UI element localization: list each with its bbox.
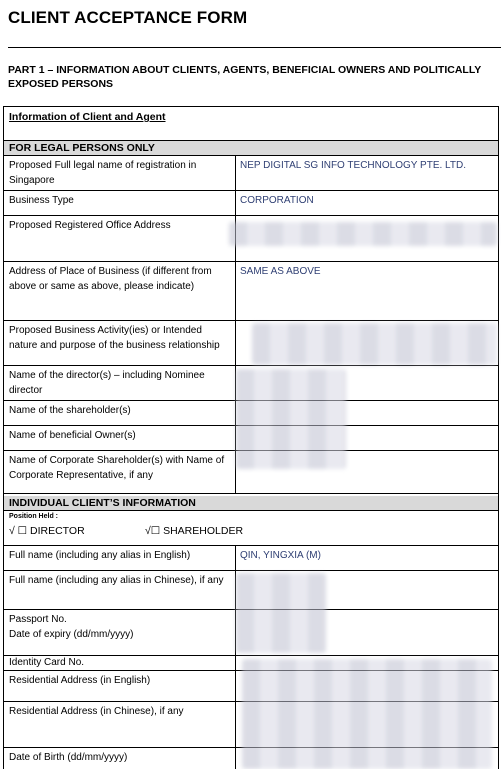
director-checkbox[interactable]: √ ☐ DIRECTOR [9, 525, 85, 537]
label-corporate-shareholder: Name of Corporate Shareholder(s) with Name of Corporate Representative, if any [9, 455, 225, 481]
redacted-office-address [229, 222, 497, 246]
client-form-table [3, 106, 499, 769]
label-passport-expiry: Date of expiry (dd/mm/yyyy) [9, 628, 134, 640]
info-heading-row [4, 107, 498, 141]
label-passport-no: Passport No. [9, 614, 67, 625]
info-heading: Information of Client and Agent [9, 111, 166, 123]
value-business-type[interactable]: CORPORATION [240, 195, 314, 206]
label-address-english: Residential Address (in English) [9, 675, 151, 686]
redacted-business-activity [252, 323, 497, 365]
part-1-heading: PART 1 – INFORMATION ABOUT CLIENTS, AGENTS, BENEFICIAL OWNERS AND POLITICALLY EXPOSED PERSONS [8, 64, 482, 90]
value-legal-name[interactable]: NEP DIGITAL SG INFO TECHNOLOGY PTE. LTD. [240, 160, 466, 171]
ind-row-name-en [4, 546, 498, 571]
label-business-type: Business Type [9, 195, 74, 206]
legal-row-business-type [4, 191, 498, 216]
individual-section: INDIVIDUAL CLIENT’S INFORMATION [4, 496, 498, 511]
label-legal-name: Proposed Full legal name of registration in Singapore [9, 160, 197, 186]
position-held-label: Position Held : [9, 513, 58, 520]
label-place-business: Address of Place of Business (if different from above or same as above, please indicate) [9, 266, 212, 292]
label-office-address: Proposed Registered Office Address [9, 220, 171, 231]
legal-persons-section: FOR LEGAL PERSONS ONLY [4, 141, 498, 156]
form-title: CLIENT ACCEPTANCE FORM [8, 8, 248, 27]
value-name-english[interactable]: QIN, YINGXIA (M) [240, 550, 321, 561]
redacted-names [236, 369, 346, 469]
ind-row-dob [4, 748, 498, 769]
legal-row-name [4, 156, 498, 191]
label-name-english: Full name (including any alias in English) [9, 550, 191, 561]
legal-row-office-address [4, 216, 498, 262]
label-identity-card: Identity Card No. [9, 657, 85, 668]
label-passport [9, 613, 229, 642]
label-date-of-birth: Date of Birth (dd/mm/yyyy) [9, 752, 128, 763]
label-directors: Name of the director(s) – including Nominee director [9, 370, 205, 396]
legal-row-business-activity [4, 321, 498, 366]
position-held-row [4, 511, 498, 546]
shareholder-checkbox[interactable]: √☐ SHAREHOLDER [145, 525, 244, 537]
label-shareholders: Name of the shareholder(s) [9, 405, 131, 416]
value-place-business[interactable]: SAME AS ABOVE [240, 266, 321, 277]
redacted-passport [236, 573, 326, 653]
title-divider [8, 47, 501, 48]
legal-row-place-business [4, 262, 498, 321]
label-name-chinese: Full name (including any alias in Chinese), if any [9, 575, 224, 586]
label-address-chinese: Residential Address (in Chinese), if any [9, 706, 184, 717]
label-business-activity: Proposed Business Activity(ies) or Intended nature and purpose of the business relationship [9, 325, 220, 351]
label-beneficial-owner: Name of beneficial Owner(s) [9, 430, 136, 441]
